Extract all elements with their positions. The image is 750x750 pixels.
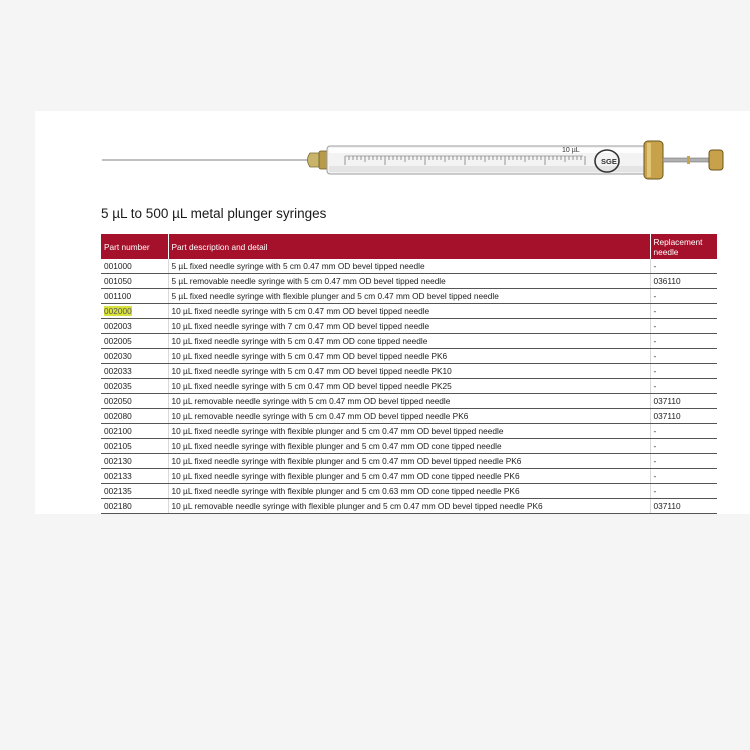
replacement-needle-cell: -: [650, 334, 717, 349]
replacement-needle-cell: -: [650, 259, 717, 274]
table-row: [101, 319, 717, 334]
part-number-cell: 002003: [101, 319, 168, 334]
syringe-image: [35, 129, 750, 199]
table-row: [101, 379, 717, 394]
replacement-needle-cell: -: [650, 289, 717, 304]
part-number-cell: 002135: [101, 484, 168, 499]
table-row: [101, 349, 717, 364]
highlighted-part-number: 002000: [104, 306, 132, 316]
part-number-cell: [101, 304, 168, 319]
description-cell: 10 µL fixed needle syringe with flexible plunger and 5 cm 0.47 mm OD cone tipped needle PK6: [168, 469, 650, 484]
part-number-cell: 002033: [101, 364, 168, 379]
document-page: [35, 111, 750, 514]
table-row: [101, 304, 717, 319]
description-cell: 5 µL removable needle syringe with 5 cm 0.47 mm OD bevel tipped needle: [168, 274, 650, 289]
table-row: [101, 454, 717, 469]
replacement-needle-cell: -: [650, 379, 717, 394]
table-row: [101, 484, 717, 499]
part-number-cell: 002180: [101, 499, 168, 514]
description-cell: 10 µL fixed needle syringe with 5 cm 0.47 mm OD cone tipped needle: [168, 334, 650, 349]
table-row: [101, 364, 717, 379]
part-number-cell: 002005: [101, 334, 168, 349]
description-cell: 10 µL fixed needle syringe with flexible plunger and 5 cm 0.47 mm OD cone tipped needle: [168, 439, 650, 454]
replacement-needle-cell: -: [650, 469, 717, 484]
column-header-description: Part description and detail: [168, 234, 650, 259]
column-header-part-number: Part number: [101, 234, 168, 259]
replacement-needle-cell: -: [650, 439, 717, 454]
description-cell: 10 µL fixed needle syringe with 5 cm 0.47 mm OD bevel tipped needle PK10: [168, 364, 650, 379]
part-number-cell: 002030: [101, 349, 168, 364]
description-cell: 10 µL fixed needle syringe with 5 cm 0.47 mm OD bevel tipped needle PK6: [168, 349, 650, 364]
description-cell: 10 µL fixed needle syringe with 5 cm 0.47 mm OD bevel tipped needle PK25: [168, 379, 650, 394]
table-row: [101, 424, 717, 439]
description-cell: 10 µL fixed needle syringe with flexible plunger and 5 cm 0.47 mm OD bevel tipped needle: [168, 424, 650, 439]
table-row: [101, 289, 717, 304]
replacement-needle-cell: 037110: [650, 499, 717, 514]
description-cell: 10 µL removable needle syringe with flexible plunger and 5 cm 0.47 mm OD bevel tipped needle PK6: [168, 499, 650, 514]
column-header-replacement-needle: Replacement needle: [650, 234, 717, 259]
table-row: [101, 394, 717, 409]
part-number-cell: 002035: [101, 379, 168, 394]
replacement-needle-cell: -: [650, 484, 717, 499]
table-row: [101, 469, 717, 484]
replacement-needle-cell: -: [650, 454, 717, 469]
table-row: [101, 439, 717, 454]
table-row: [101, 274, 717, 289]
table-row: [101, 499, 717, 514]
part-number-cell: 002130: [101, 454, 168, 469]
part-number-cell: 002105: [101, 439, 168, 454]
scale-label: 10 µL: [562, 147, 580, 154]
table-body: [101, 259, 717, 514]
description-cell: 10 µL fixed needle syringe with flexible plunger and 5 cm 0.63 mm OD cone tipped needle PK6: [168, 484, 650, 499]
replacement-needle-cell: 036110: [650, 274, 717, 289]
description-cell: 10 µL fixed needle syringe with 7 cm 0.47 mm OD bevel tipped needle: [168, 319, 650, 334]
part-number-cell: 002050: [101, 394, 168, 409]
replacement-needle-cell: -: [650, 364, 717, 379]
part-number-cell: 001050: [101, 274, 168, 289]
description-cell: 5 µL fixed needle syringe with flexible plunger and 5 cm 0.47 mm OD bevel tipped needle: [168, 289, 650, 304]
replacement-needle-cell: -: [650, 424, 717, 439]
page-title: 5 µL to 500 µL metal plunger syringes: [101, 206, 327, 221]
table-header: [101, 234, 717, 259]
part-number-cell: 002080: [101, 409, 168, 424]
table-row: [101, 334, 717, 349]
parts-table: [101, 234, 717, 514]
brand-logo-text: SGE: [601, 157, 617, 166]
description-cell: 10 µL fixed needle syringe with 5 cm 0.47 mm OD bevel tipped needle: [168, 304, 650, 319]
table-row: [101, 409, 717, 424]
replacement-needle-cell: 037110: [650, 394, 717, 409]
part-number-cell: 001100: [101, 289, 168, 304]
replacement-needle-cell: 037110: [650, 409, 717, 424]
replacement-needle-cell: -: [650, 304, 717, 319]
table-row: [101, 259, 717, 274]
description-cell: 10 µL fixed needle syringe with flexible plunger and 5 cm 0.47 mm OD bevel tipped needle PK6: [168, 454, 650, 469]
replacement-needle-cell: -: [650, 349, 717, 364]
description-cell: 10 µL removable needle syringe with 5 cm 0.47 mm OD bevel tipped needle: [168, 394, 650, 409]
part-number-cell: 001000: [101, 259, 168, 274]
part-number-cell: 002100: [101, 424, 168, 439]
part-number-cell: 002133: [101, 469, 168, 484]
replacement-needle-cell: -: [650, 319, 717, 334]
description-cell: 5 µL fixed needle syringe with 5 cm 0.47 mm OD bevel tipped needle: [168, 259, 650, 274]
description-cell: 10 µL removable needle syringe with 5 cm 0.47 mm OD bevel tipped needle PK6: [168, 409, 650, 424]
